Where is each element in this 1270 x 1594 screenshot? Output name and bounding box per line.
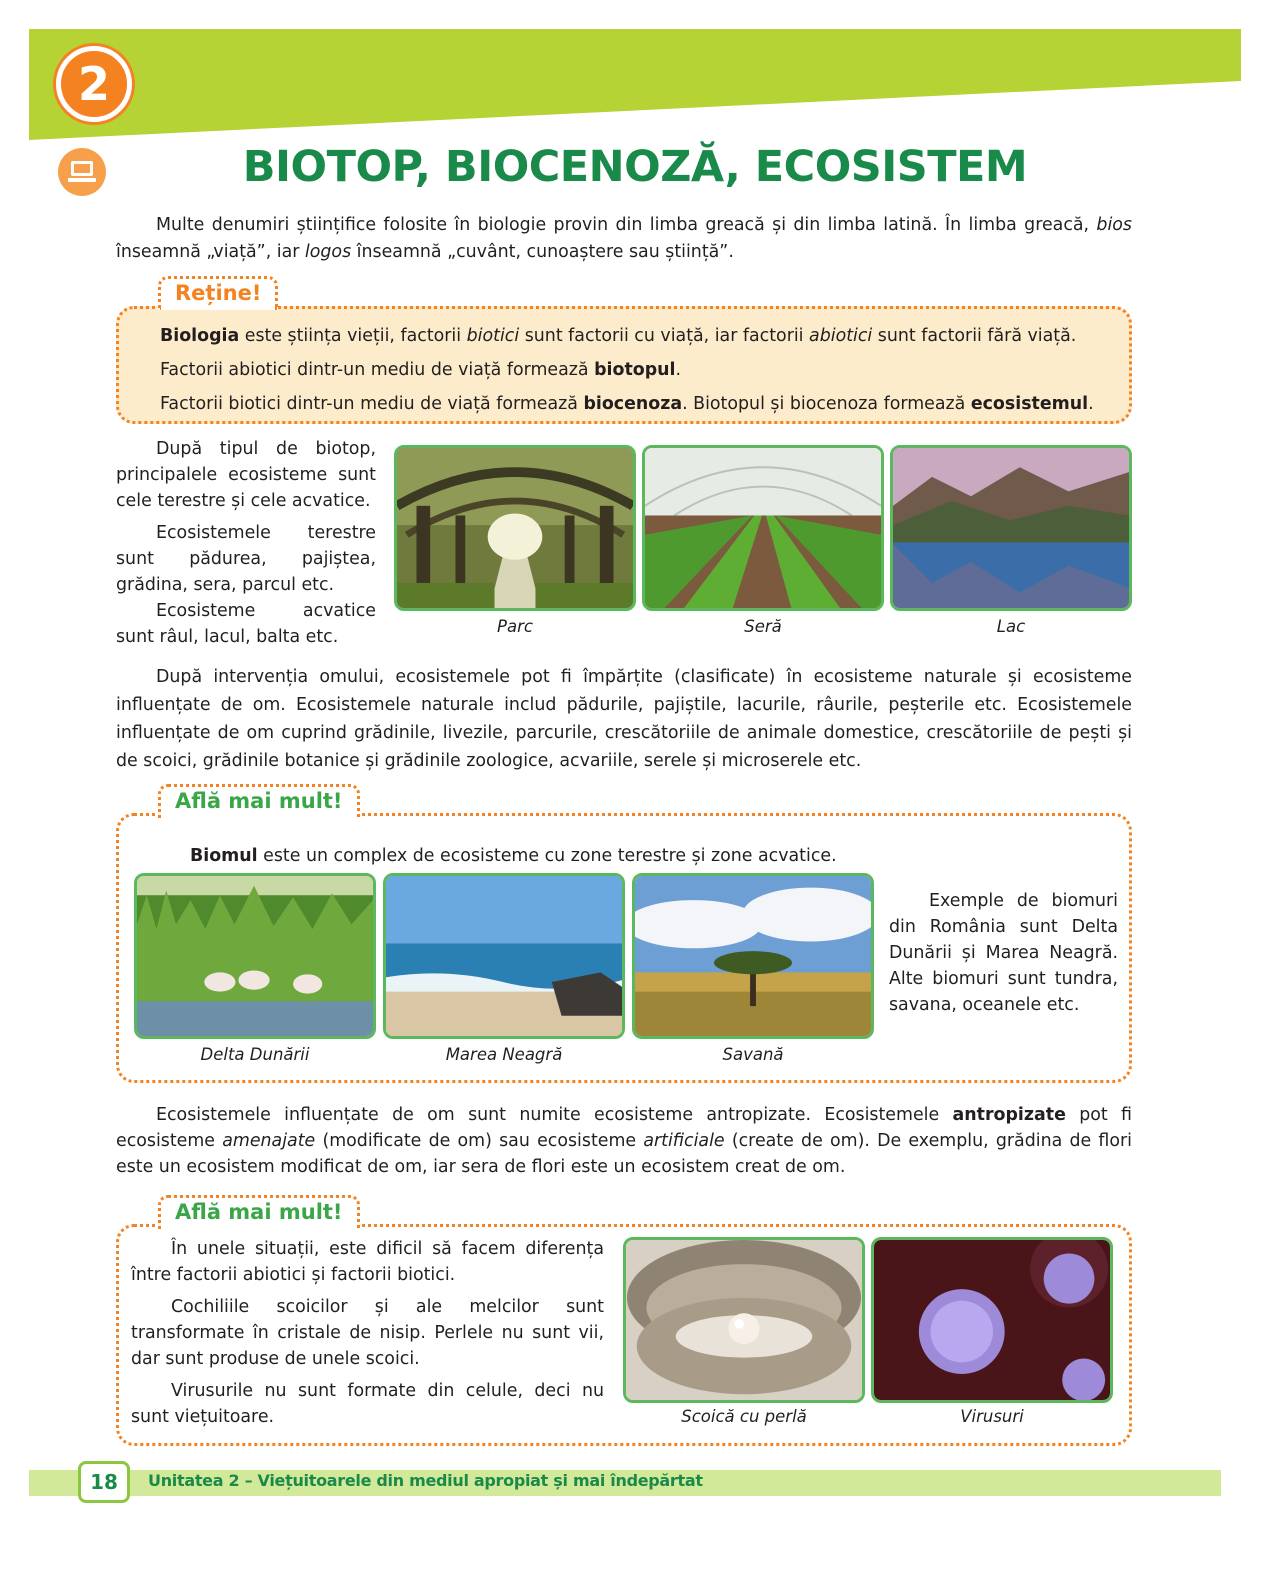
page-number: 18 [78,1461,130,1503]
biom-examples-text: Exemple de biomuri din România sunt Delta Dunării și Marea Neagră. Alte biomuri sunt tundra, savana, oceanele etc. [889,891,1118,1015]
photo-oyster-pearl [623,1237,865,1403]
caption-oyster-pearl: Scoică cu perlă [681,1407,807,1426]
photo-greenhouse [642,445,884,611]
caption-greenhouse: Seră [744,617,782,636]
caption-savanna: Savană [722,1045,784,1064]
photo-viruses [871,1237,1113,1403]
retine-line-1: Biologia este știința vieții, factorii biotici sunt factorii cu viață, iar factorii abiotici sunt factorii fără viață. [160,326,1077,346]
caption-viruses: Virusuri [960,1407,1024,1426]
afla-tab-biom: Află mai mult! [158,784,360,818]
caption-black-sea: Marea Neagră [445,1045,563,1064]
anthropized-paragraph: Ecosistemele influențate de om sunt numite ecosisteme antropizate. Ecosistemele antropizate pot fi ecosisteme amenajate (modificate de om) sau ecosisteme artificiale (create de om). De exemplu, grădina de flori este un ecosistem modificat de om, iar sera de flori este un ecosistem creat de om. [116,1105,1133,1177]
photo-savanna [632,873,874,1039]
human-influence-paragraph: După intervenția omului, ecosistemele pot fi împărțite (clasificate) în ecosisteme naturale și ecosisteme influențate de om. Ecosistemele naturale includ pădurile, pajiștile, lacurile, râurile, peșterile etc. Ecosistemele influențate de om cuprind grădinile, livezile, parcurile, crescătoriile de animale domestice, crescătoriile de pești și de scoici, grădinile botanice și grădinile zoologice, acvariile, serele și microserele etc. [116,667,1132,771]
top-banner [29,29,1241,140]
footer-unit-title: Unitatea 2 – Viețuitoarele din mediul apropiat și mai îndepărtat [148,1471,703,1490]
photo-danube-delta [134,873,376,1039]
afla-tab-factors: Află mai mult! [158,1195,360,1229]
ecosystem-types-text: După tipul de biotop, principalele ecosisteme sunt cele terestre și cele acvatice. Ecosistemele terestre sunt pădurea, pajiștea, grădina, sera, parcul etc. Ecosisteme acvatice sunt râul, lacul, balta etc. [116,439,376,647]
retine-line-2: Factorii abiotici dintr-un mediu de viață formează biotopul. [160,360,682,380]
photo-park [394,445,636,611]
photo-lake [890,445,1132,611]
intro-paragraph: Multe denumiri științifice folosite în biologie provin din limba greacă și din limba latină. În limba greacă, bios înseamnă „viață”, iar logos înseamnă „cuvânt, cunoaștere sau știință”. [116,215,1132,262]
factors-text: În unele situații, este dificil să facem diferența între factorii abiotici și factorii biotici. Cochiliile scoicilor și ale melcilor sunt transformate în cristale de nisip. Perlele nu sunt vii, dar sunt produse de unele scoici. Virusurile nu sunt formate din celule, deci nu sunt viețuitoare. [131,1239,604,1427]
retine-tab: Reține! [158,276,278,310]
caption-danube-delta: Delta Dunării [200,1045,310,1064]
biom-definition: Biomul este un complex de ecosisteme cu zone terestre și zone acvatice. [190,846,837,866]
page-title: BIOTOP, BIOCENOZĂ, ECOSISTEM [242,142,1028,192]
chapter-badge-icon [56,46,132,122]
retine-line-3: Factorii biotici dintr-un mediu de viață formează biocenoza. Biotopul și biocenoza formează ecosistemul. [160,394,1094,414]
photo-black-sea [383,873,625,1039]
retine-box [116,306,1132,424]
chapter-number: 2 [77,57,110,111]
caption-lake: Lac [996,617,1026,636]
caption-park: Parc [497,617,533,636]
